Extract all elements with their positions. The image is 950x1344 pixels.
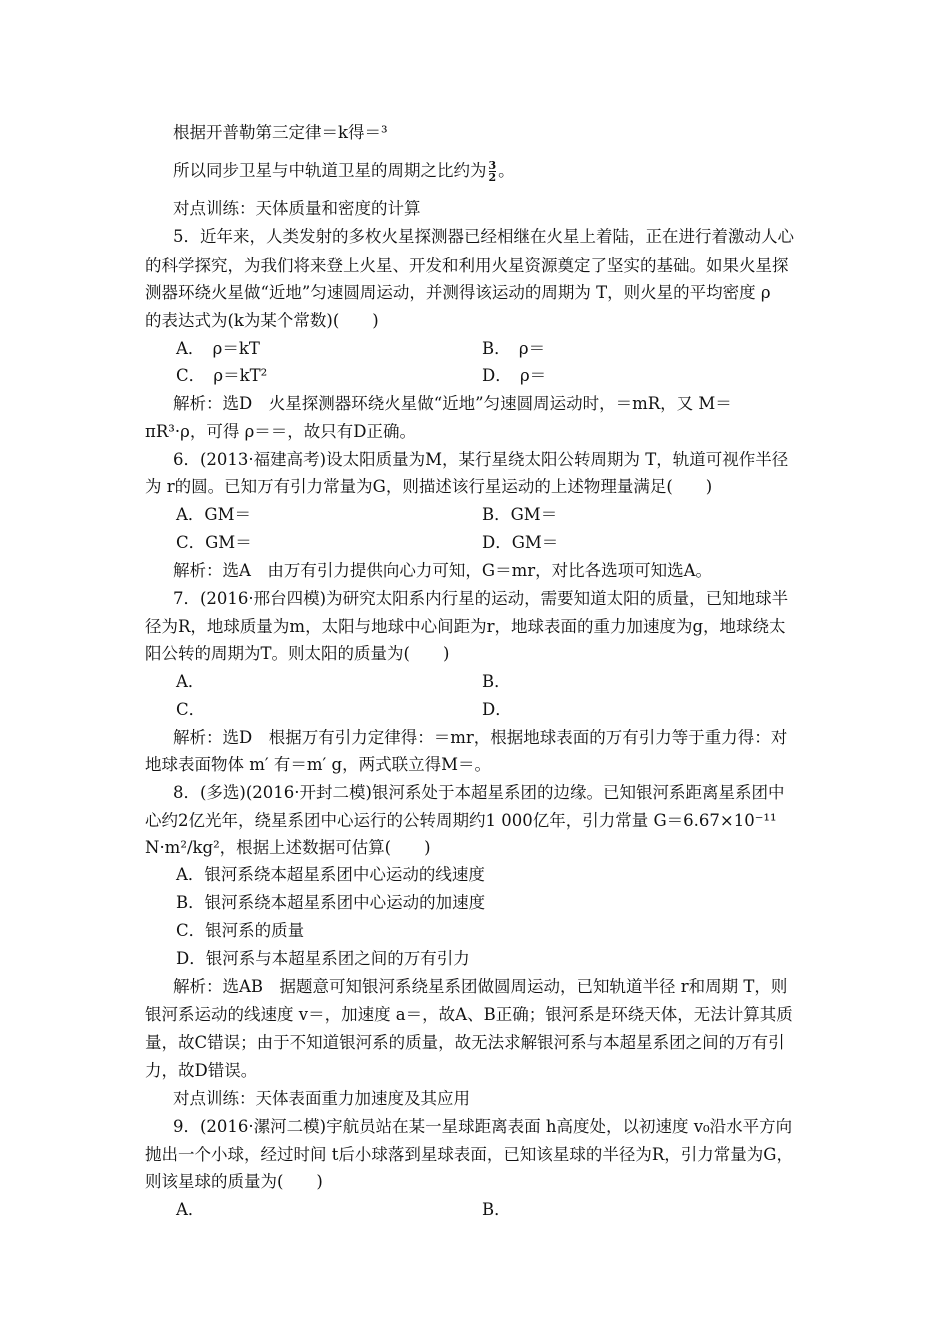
question-7-line-2: 径为R，地球质量为m，太阳与地球中心间距为r，地球表面的重力加速度为g，地球绕太 [145, 617, 786, 636]
question-8-answer-line-2: 银河系运动的线速度 v＝，加速度 a＝，故A、B正确；银河系是环绕天体，无法计算其质 [145, 1005, 793, 1024]
question-6-option-c: C．GM＝ [176, 533, 252, 552]
section-heading-surface-gravity: 对点训练：天体表面重力加速度及其应用 [173, 1089, 470, 1108]
section-heading-mass-density: 对点训练：天体质量和密度的计算 [173, 199, 421, 218]
question-9-line-3: 则该星球的质量为( ) [145, 1172, 323, 1191]
question-6-option-a: A．GM＝ [176, 505, 251, 524]
question-7-line-1: 7．(2016·邢台四模)为研究太阳系内行星的运动，需要知道太阳的质量，已知地球半 [173, 589, 789, 608]
question-5-option-a: A． ρ＝kT [176, 339, 260, 358]
question-9-line-2: 抛出一个小球，经过时间 t后小球落到星球表面，已知该星球的半径为R，引力常量为G， [145, 1145, 793, 1164]
kepler-law-line: 根据开普勒第三定律＝k得＝³ [173, 123, 388, 142]
question-6-option-b: B．GM＝ [482, 505, 558, 524]
question-5-answer-line-1: 解析：选D 火星探测器环绕火星做“近地”匀速圆周运动时，＝mR，又 M＝ [173, 394, 732, 413]
question-6-line-2: 为 r的圆。已知万有引力常量为G，则描述该行星运动的上述物理量满足( ) [145, 477, 713, 496]
question-9-line-1: 9．(2016·漯河二模)宇航员站在某一星球距离表面 h高度处，以初速度 v₀沿水平方向 [173, 1117, 793, 1136]
question-7-answer-line-2: 地球表面物体 m′ 有＝m′ g，两式联立得M＝。 [145, 755, 491, 774]
question-5-line-4: 的表达式为(k为某个常数)( ) [145, 311, 379, 330]
question-7-option-d: D． [482, 700, 512, 719]
question-8-option-c: C．银河系的质量 [176, 921, 305, 940]
question-6-answer: 解析：选A 由万有引力提供向心力可知，G＝mr，对比各选项可知选A。 [173, 561, 713, 580]
ratio-denominator: 2 [488, 171, 497, 184]
question-5-line-1: 5．近年来，人类发射的多枚火星探测器已经相继在火星上着陆，正在进行着激动人心 [173, 227, 794, 246]
question-7-option-c: C． [176, 700, 206, 719]
period-ratio-end: 。 [498, 161, 515, 180]
question-7-line-3: 阳公转的周期为T。则太阳的质量为( ) [145, 644, 450, 663]
question-5-option-d: D． ρ＝ [482, 366, 547, 385]
question-7-answer-line-1: 解析：选D 根据万有引力定律得：＝mr，根据地球表面的万有引力等于重力得：对 [173, 728, 788, 747]
question-5-answer-line-2: πR³·ρ，可得 ρ＝＝，故只有D正确。 [145, 422, 417, 441]
question-8-option-a: A．银河系绕本超星系团中心运动的线速度 [176, 865, 485, 884]
question-6-option-d: D．GM＝ [482, 533, 559, 552]
question-9-option-a: A． [176, 1200, 205, 1219]
question-8-line-3: N·m²/kg²，根据上述数据可估算( ) [145, 838, 431, 857]
question-5-line-3: 测器环绕火星做“近地”匀速圆周运动，并测得该运动的周期为 T，则火星的平均密度 ρ [145, 283, 771, 302]
period-ratio-line [173, 160, 515, 183]
question-6-line-1: 6．(2013·福建高考)设太阳质量为M，某行星绕太阳公转周期为 T，轨道可视作半径 [173, 450, 789, 469]
question-9-option-b: B． [482, 1200, 511, 1219]
question-5-option-c: C． ρ＝kT² [176, 366, 268, 385]
question-5-option-b: B． ρ＝ [482, 339, 546, 358]
question-8-option-d: D．银河系与本超星系团之间的万有引力 [176, 949, 470, 968]
question-8-line-2: 心约2亿光年，绕星系团中心运行的公转周期约1 000亿年，引力常量 G＝6.67×10⁻¹¹ [145, 811, 777, 830]
period-ratio-text: 所以同步卫星与中轨道卫星的周期之比约为 [173, 161, 487, 180]
question-8-option-b: B．银河系绕本超星系团中心运动的加速度 [176, 893, 486, 912]
question-8-answer-line-4: 力，故D错误。 [145, 1061, 258, 1080]
ratio-numerator: 3 [488, 159, 497, 172]
question-8-answer-line-3: 量，故C错误；由于不知道银河系的质量，故无法求解银河系与本超星系团之间的万有引 [145, 1033, 785, 1052]
question-7-option-a: A． [176, 672, 205, 691]
ratio-fraction [489, 160, 497, 183]
question-8-line-1: 8．(多选)(2016·开封二模)银河系处于本超星系团的边缘。已知银河系距离星系团中 [173, 783, 785, 802]
question-7-option-b: B． [482, 672, 511, 691]
question-8-answer-line-1: 解析：选AB 据题意可知银河系绕星系团做圆周运动，已知轨道半径 r和周期 T，则 [173, 977, 788, 996]
question-5-line-2: 的科学探究，为我们将来登上火星、开发和利用火星资源奠定了坚实的基础。如果火星探 [145, 256, 789, 275]
